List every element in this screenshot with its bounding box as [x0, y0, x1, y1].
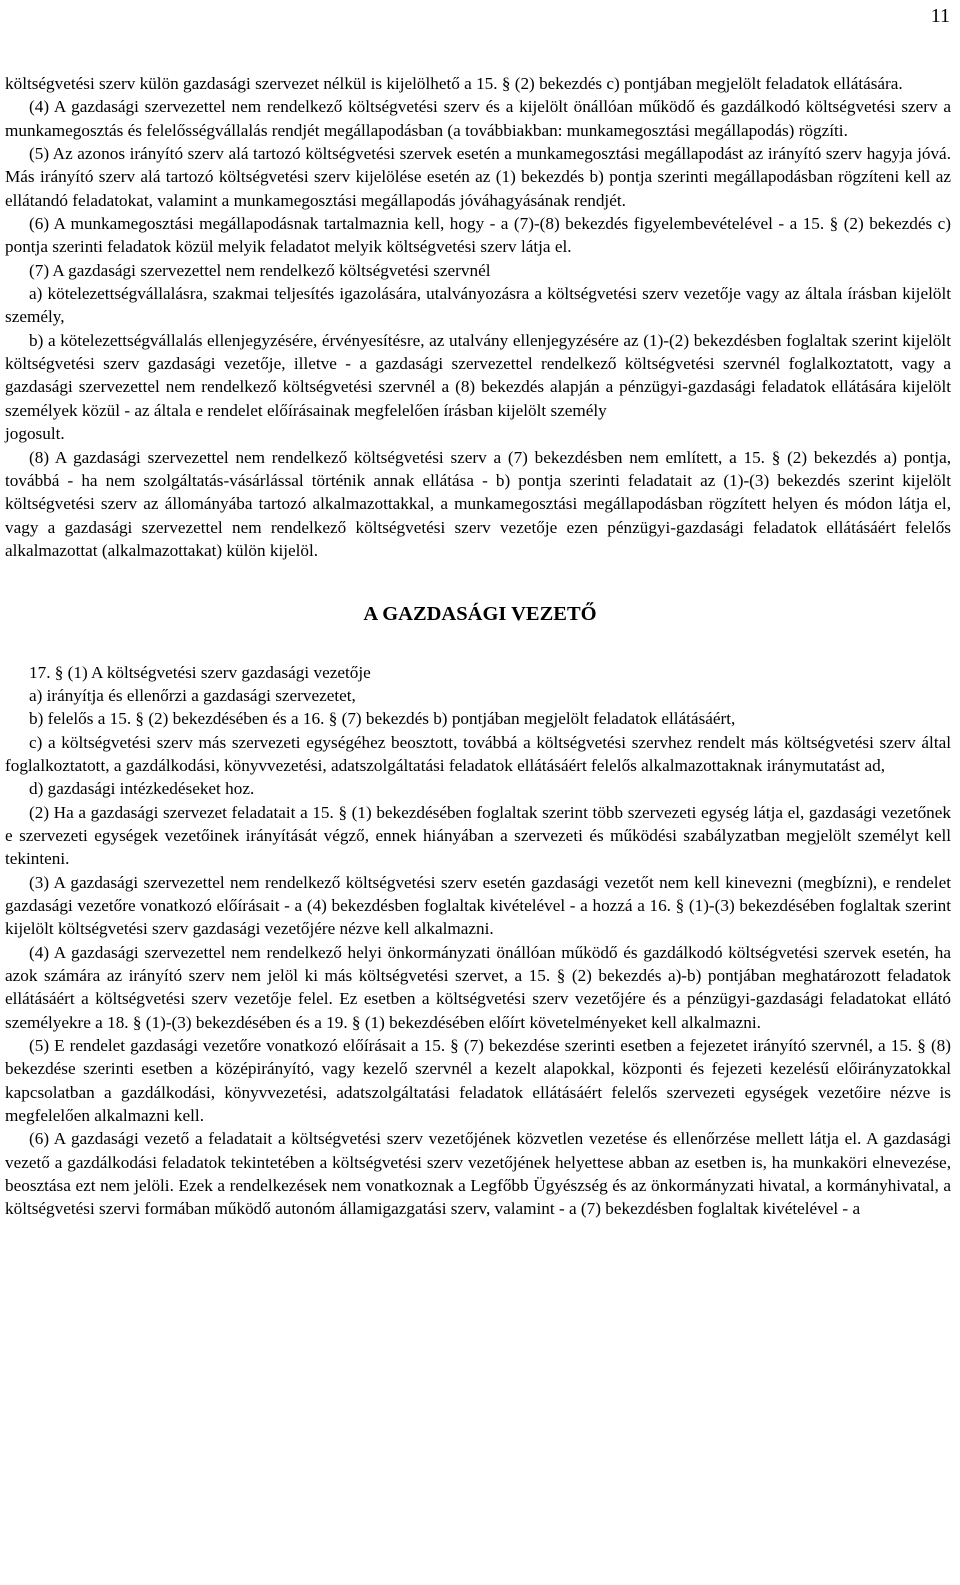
paragraph: jogosult. [5, 424, 65, 444]
paragraph: (4) A gazdasági szervezettel nem rendelkező költségvetési szerv és a kijelölt önállóan működő és gazdálkodó költségvetési szerv a munkamegosztás és felelősségvállalás rendjét megállapodásban (a továbbiakban: munkamegosztási megállapodás) rögzíti. [5, 97, 951, 140]
page-number: 11 [930, 5, 950, 27]
document-body [5, 72, 951, 1221]
paragraph: (5) Az azonos irányító szerv alá tartozó költségvetési szervek esetén a munkamegosztási megállapodást az irányító szerv hagyja jóvá. Más irányító szerv alá tartozó költségvetési szerv kijelölése esetén az (1) bekezdés b) pontja szerinti megállapodásban rögzíteni kell az ellátandó feladatokat, valamint a munkamegosztási megállapodás jóváhagyásának rendjét. [5, 144, 951, 210]
paragraph: 17. § (1) A költségvetési szerv gazdasági vezetője [29, 662, 371, 682]
list-item: a) kötelezettségvállalásra, szakmai teljesítés igazolására, utalványozásra a költségvetési szerv vezetője vagy az általa írásban kijelölt személy, [5, 284, 951, 327]
list-item: b) a kötelezettségvállalás ellenjegyzésére, érvényesítésre, az utalvány ellenjegyzésére az (1)-(2) bekezdésben foglaltak szerint kijelölt költségvetési szerv gazdasági vezetője, illetve - a gazdasági szervezettel rendelkező költségvetési szervnél foglalkoztatott, vagy a gazdasági szervezettel nem rendelkező költségvetési szervnél a (8) bekezdés alapján a pénzügyi-gazdasági feladatok ellátására kijelölt személyek közül - az általa e rendelet előírásainak megfelelően írásban kijelölt személy [5, 330, 951, 420]
paragraph: (3) A gazdasági szervezettel nem rendelkező költségvetési szerv esetén gazdasági vezetőt nem kell kinevezni (megbízni), e rendelet gazdasági vezetőre vonatkozó előírásait - a (4) bekezdésben foglaltak kivételével - a hozzá a 16. § (1)-(3) bekezdésében foglaltak szerint kijelölt költségvetési szerv gazdasági vezetőjére nézve kell alkalmazni. [5, 872, 951, 939]
paragraph: (7) A gazdasági szervezettel nem rendelkező költségvetési szervnél [29, 260, 491, 280]
paragraph: (8) A gazdasági szervezettel nem rendelkező költségvetési szerv a (7) bekezdésben nem említett, a 15. § (2) bekezdés a) pontja, továbbá - ha nem szolgáltatás-vásárlással történik annak ellátása - b) pontja szerinti feladatait az (1)-(3) bekezdés szerint kijelölt költségvetési szerv az állományába tartozó alkalmazottakkal, a munkamegosztási megállapodásban rögzített helyen és módon látja el, vagy a gazdasági szervezettel nem rendelkező költségvetési szerv vezetője ezen pénzügyi-gazdasági feladatok ellátásáért felelős alkalmazottat (alkalmazottakat) külön kijelöl. [5, 447, 951, 560]
list-item: d) gazdasági intézkedéseket hoz. [29, 779, 255, 799]
paragraph: (2) Ha a gazdasági szervezet feladatait a 15. § (1) bekezdésében foglaltak szerint több szervezeti egység látja el, gazdasági vezetőnek e szervezeti egységek vezetőinek irányítását végző, ennek hiányában a szervezeti és működési szabályzatban megjelölt személyt kell tekinteni. [5, 802, 951, 869]
list-item: b) felelős a 15. § (2) bekezdésében és a 16. § (7) bekezdés b) pontjában megjelölt feladatok ellátásáért, [29, 709, 736, 729]
paragraph: (6) A gazdasági vezető a feladatait a költségvetési szerv vezetőjének közvetlen vezetése és ellenőrzése mellett látja el. A gazdasági vezető a gazdálkodási feladatok tekintetében a költségvetési szerv vezetőjének helyettese abban az esetben is, ha munkaköri elnevezése, beosztása ezt nem jelöli. Ezek a rendelkezések nem vonatkoznak a Legfőbb Ügyészség és az önkormányzati hivatal, a kormányhivatal, a költségvetési szervi formában működő autonóm államigazgatási szerv, valamint - a (7) bekezdésben foglaltak kivételével - a [5, 1129, 951, 1219]
paragraph: (6) A munkamegosztási megállapodásnak tartalmaznia kell, hogy - a (7)-(8) bekezdés figyelembevételével - a 15. § (2) bekezdés c) pontja szerinti feladatok közül melyik feladatot melyik költségvetési szerv látja el. [5, 214, 951, 257]
paragraph: (4) A gazdasági szervezettel nem rendelkező helyi önkormányzati önállóan működő és gazdálkodó költségvetési szervek esetén, ha azok számára az irányító szerv nem jelöl ki más költségvetési szervet, a 15. § (2) bekezdés a)-b) pontjában meghatározott feladatok ellátásáért a költségvetési szerv vezetője felel. Ez esetben a költségvetési szerv vezetőjére és a pénzügyi-gazdasági feladatokat ellátó személyekre a 18. § (1)-(3) bekezdésében és a 19. § (1) bekezdésében előírt követelményeket kell alkalmazni. [5, 942, 951, 1032]
list-item: a) irányítja és ellenőrzi a gazdasági szervezetet, [29, 685, 356, 705]
paragraph: (5) E rendelet gazdasági vezetőre vonatkozó előírásait a 15. § (7) bekezdése szerinti esetben a fejezetet irányító szervnél, a 15. § (8) bekezdése szerinti esetben a középirányító, vagy kezelő szervnél a kezelt alapokkal, központi és fejezeti kezelésű előirányzatokkal kapcsolatban a gazdálkodási, könyvvezetési, adatszolgáltatási feladatok ellátásáért felelős szervezeti egységek vezetőire nézve is megfelelően alkalmazni kell. [5, 1036, 951, 1126]
paragraph: költségvetési szerv külön gazdasági szervezet nélkül is kijelölhető a 15. § (2) bekezdés c) pontjában megjelölt feladatok ellátására. [5, 74, 903, 93]
list-item: c) a költségvetési szerv más szervezeti egységéhez beosztott, továbbá a költségvetési szervhez rendelt más költségvetési szerv által foglalkoztatott, a gazdálkodási, könyvvezetési, adatszolgáltatási feladatok ellátásáért felelős alkalmazottaknak iránymutatást ad, [5, 732, 951, 775]
section-heading: A GAZDASÁGI VEZETŐ [363, 603, 597, 626]
